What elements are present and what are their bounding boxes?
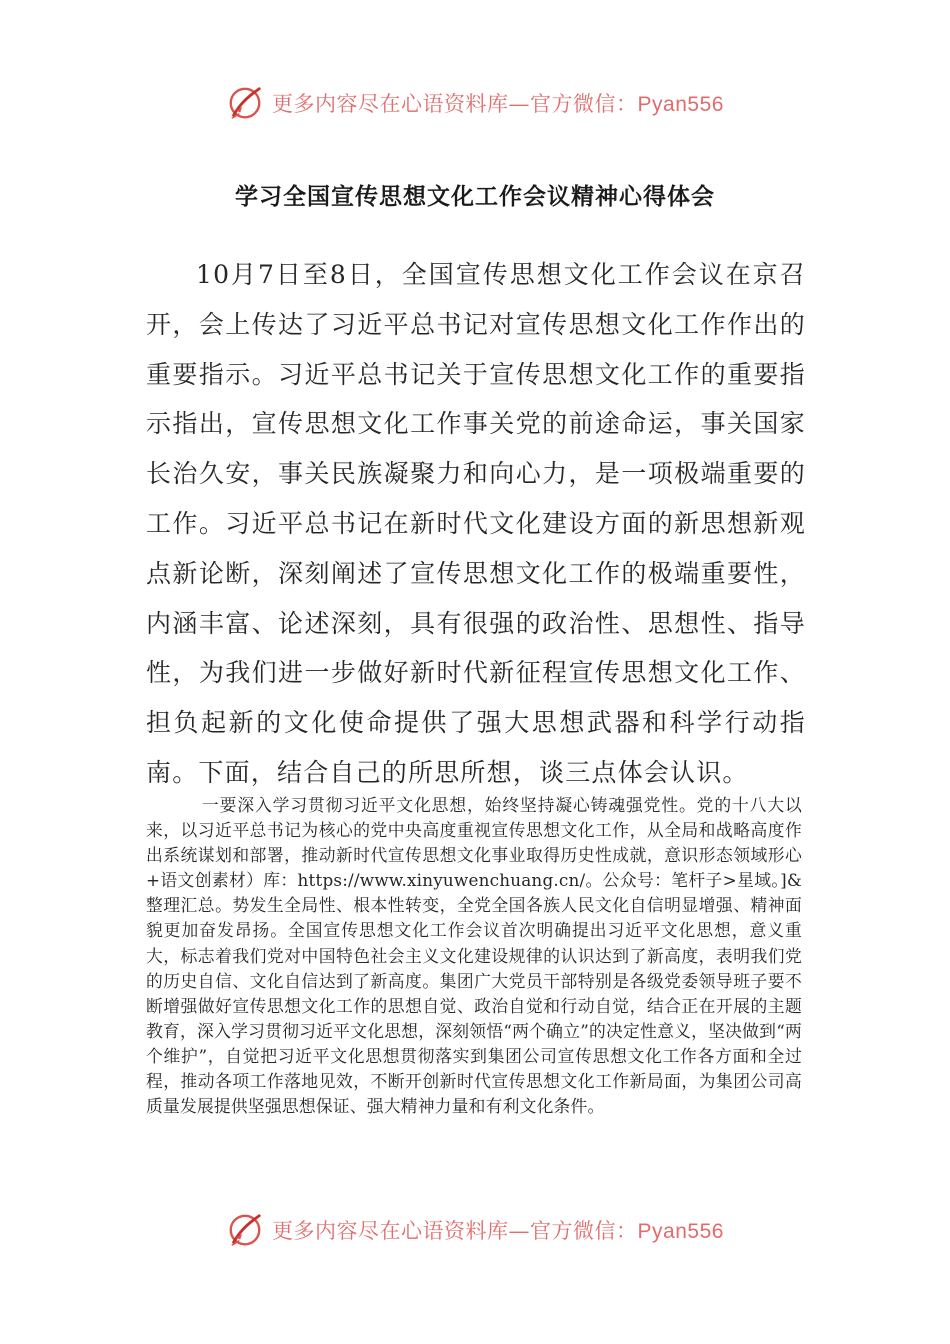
header-banner-text: 更多内容尽在心语资料库—官方微信：Pyan556 — [272, 92, 724, 116]
pen-logo-icon — [226, 84, 264, 122]
document-title: 学习全国宣传思想文化工作会议精神心得体会 — [235, 184, 715, 210]
header-watermark-banner — [0, 80, 950, 126]
point-one-paragraph: 一要深入学习贯彻习近平文化思想，始终坚持凝心铸魂强党性。党的十八大以来，以习近平总书记为核心的党中央高度重视宣传思想文化工作，从全局和战略高度作出系统谋划和部署，推动新时代宣传思想文化事业取得历史性成就，意识形态领域形心+语文创素材）库：https://www.xinyuwenchuang.cn/。公众号：笔杆子>星域。]&整理汇总。势发生全局性、根本性转变，全党全国各族人民文化自信明显增强、精神面貌更加奋发昂扬。全国宣传思想文化工作会议首次明确提出习近平文化思想，意义重大，标志着我们党对中国特色社会主义文化建设规律的认识达到了新高度，表明我们党的历史自信、文化自信达到了新高度。集团广大党员干部特别是各级党委领导班子要不断增强做好宣传思想文化工作的思想自觉、政治自觉和行动自觉，结合正在开展的主题教育，深入学习贯彻习近平文化思想，深刻领悟“两个确立”的决定性意义，坚决做到“两个维护”，自觉把习近平文化思想贯彻落实到集团公司宣传思想文化工作各方面和全过程，推动各项工作落地见效，不断开创新时代宣传思想文化工作新局面，为集团公司高质量发展提供坚强思想保证、强大精神力量和有利文化条件。 — [146, 795, 802, 1117]
footer-wechat-account: Pyan556 — [637, 1220, 724, 1243]
intro-paragraph: 10月7日至8日，全国宣传思想文化工作会议在京召开，会上传达了习近平总书记对宣传思想文化工作作出的重要指示。习近平总书记关于宣传思想文化工作的重要指示指出，宣传思想文化工作事关党的前途命运，事关国家长治久安，事关民族凝聚力和向心力，是一项极端重要的工作。习近平总书记在新时代文化建设方面的新思想新观点新论断，深刻阐述了宣传思想文化工作的极端重要性，内涵丰富、论述深刻，具有很强的政治性、思想性、指导性，为我们进一步做好新时代新征程宣传思想文化工作、担负起新的文化使命提供了强大思想武器和科学行动指南。下面，结合自己的所思所想，谈三点体会认识。 — [146, 260, 806, 787]
footer-watermark-banner — [0, 1207, 950, 1253]
footer-banner-text: 更多内容尽在心语资料库—官方微信：Pyan556 — [272, 1219, 724, 1243]
pen-logo-icon — [226, 1211, 264, 1249]
header-wechat-account: Pyan556 — [637, 93, 724, 116]
